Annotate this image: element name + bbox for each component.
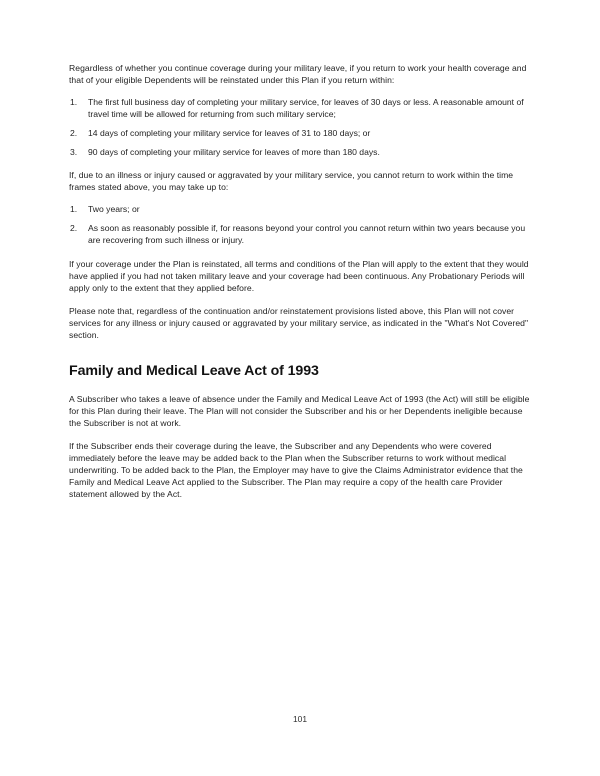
list-marker: 3. bbox=[70, 147, 78, 158]
spacer bbox=[69, 294, 535, 305]
list-item-text: Two years; or bbox=[88, 204, 140, 215]
spacer bbox=[69, 158, 535, 169]
list-item bbox=[69, 96, 535, 120]
spacer bbox=[69, 86, 535, 96]
list-marker: 1. bbox=[70, 97, 78, 108]
list-item-text: 14 days of completing your military service for leaves of 31 to 180 days; or bbox=[88, 128, 371, 139]
list-item-text: The first full business day of completing your military service, for leaves of 30 days or less. A reasonable amount of travel time will be allowed for returning from such military service; bbox=[88, 97, 524, 120]
paragraph-reinstatement-intro: Regardless of whether you continue coverage during your military leave, if you return to work your health coverage and that of your eligible Dependents will be reinstated under this Plan if you return within: bbox=[69, 63, 527, 86]
list-item bbox=[69, 203, 535, 215]
paragraph-fmla-reinstatement: If the Subscriber ends their coverage during the leave, the Subscriber and any Dependents who were covered immediately before the leave may be added back to the Plan when the Subscriber returns to work without medical underwriting. To be added back to the Plan, the Employer may have to give the Claims Administrator evidence that the Family and Medical Leave Act applied to the Subscriber. The Plan may require a copy of the health care Provider statement allowed by the Act. bbox=[69, 440, 523, 500]
paragraph-fmla-eligibility: A Subscriber who takes a leave of absence under the Family and Medical Leave Act of 1993 (the Act) will still be eligible for this Plan during their leave. The Plan will not consider the Subscriber and his or her Dependents ineligible because the Subscriber is not at work. bbox=[69, 393, 530, 428]
reinstatement-list bbox=[69, 96, 535, 158]
section-heading-fmla: Family and Medical Leave Act of 1993 bbox=[69, 362, 319, 379]
list-item-text: 90 days of completing your military service for leaves of more than 180 days. bbox=[88, 147, 380, 158]
spacer bbox=[69, 341, 535, 363]
list-marker: 1. bbox=[70, 204, 78, 215]
spacer bbox=[69, 193, 535, 203]
list-item-text: As soon as reasonably possible if, for reasons beyond your control you cannot return within two years because you are recovering from such illness or injury. bbox=[88, 223, 526, 246]
extension-list bbox=[69, 203, 535, 246]
list-item bbox=[69, 146, 535, 158]
page-number: 101 bbox=[293, 714, 307, 724]
document-body bbox=[69, 62, 535, 500]
paragraph-please-note: Please note that, regardless of the continuation and/or reinstatement provisions listed above, this Plan will not cover services for any illness or injury caused or aggravated by your military service, as indicated in the "What's Not Covered" section. bbox=[69, 305, 529, 340]
spacer bbox=[69, 380, 535, 393]
list-item bbox=[69, 127, 535, 139]
list-item bbox=[69, 222, 535, 246]
spacer bbox=[69, 429, 535, 440]
list-marker: 2. bbox=[70, 223, 78, 234]
paragraph-terms-conditions: If your coverage under the Plan is reinstated, all terms and conditions of the Plan will apply to the extent that they would have applied if you had not taken military leave and your coverage had been continuous. Any Probationary Periods will apply only to the extent that they applied before. bbox=[69, 258, 529, 293]
paragraph-illness-injury: If, due to an illness or injury caused or aggravated by your military service, you cannot return to work within the time frames stated above, you may take up to: bbox=[69, 170, 514, 193]
list-marker: 2. bbox=[70, 128, 78, 139]
spacer bbox=[69, 247, 535, 258]
